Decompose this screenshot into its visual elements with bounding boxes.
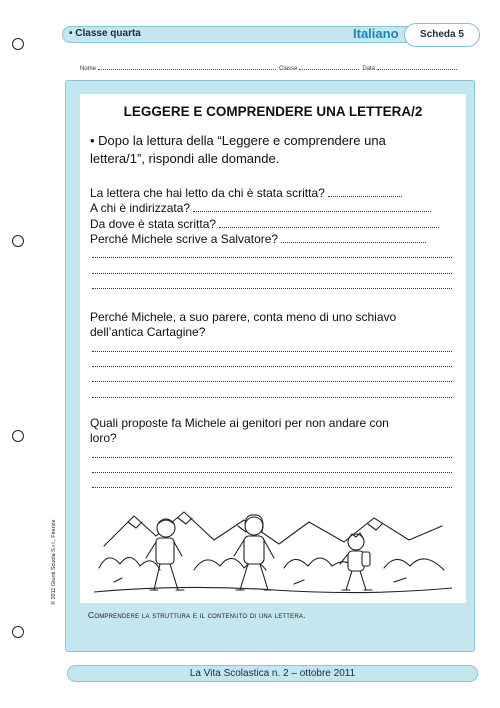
date-field[interactable]	[377, 64, 457, 70]
answer-field[interactable]	[219, 217, 439, 228]
binder-hole	[12, 38, 24, 50]
worksheet-title: LEGGERE E COMPRENDERE UNA LETTERA/2	[123, 104, 423, 119]
question-4	[90, 232, 460, 247]
question-text: La lettera che hai letto da chi è stata scritta?	[90, 186, 325, 200]
questions-group-1	[90, 186, 460, 293]
answer-line[interactable]	[90, 462, 460, 477]
question-5: Perché Michele, a suo parere, conta meno di uno schiavo	[90, 310, 397, 324]
answer-field[interactable]	[281, 232, 426, 243]
copyright-notice: © 2011 Giunti Scuola S.r.l., Firenze	[51, 519, 57, 605]
instructions	[90, 132, 460, 168]
answer-line[interactable]	[90, 386, 460, 401]
student-fields	[80, 64, 476, 72]
hiking-family-illustration	[94, 506, 452, 596]
answer-line[interactable]	[90, 356, 460, 371]
questions-group-2	[90, 310, 460, 402]
binder-hole	[12, 430, 24, 442]
questions-group-3	[90, 416, 460, 492]
question-5-cont: dell’antica Cartagine?	[90, 325, 206, 340]
answer-line[interactable]	[90, 447, 460, 462]
answer-field[interactable]	[193, 201, 431, 212]
question-3	[90, 217, 460, 232]
question-2	[90, 201, 460, 216]
binder-hole	[12, 626, 24, 638]
answer-line[interactable]	[90, 278, 460, 293]
subject-label: Italiano	[353, 26, 399, 41]
question-6: Quali proposte fa Michele ai genitori per non andare con	[90, 416, 389, 430]
header-bar	[62, 26, 478, 43]
class-field[interactable]	[299, 64, 359, 70]
answer-line[interactable]	[90, 262, 460, 277]
answer-line[interactable]	[90, 341, 460, 356]
question-1	[90, 186, 460, 201]
worksheet-content	[80, 94, 466, 603]
answer-line[interactable]	[90, 247, 460, 262]
question-text: Da dove è stata scritta?	[90, 216, 217, 231]
name-field[interactable]	[98, 64, 276, 70]
sheet-badge: Scheda 5	[404, 23, 480, 47]
class-label: • Classe quarta	[69, 28, 141, 39]
learning-objective: Comprendere la struttura e il contenuto di una lettera.	[88, 610, 306, 620]
footer-bar	[67, 665, 478, 682]
instructions-line: • Dopo la lettura della “Leggere e comprendere una	[90, 133, 386, 148]
answer-line[interactable]	[90, 371, 460, 386]
magazine-issue: La Vita Scolastica n. 2 – ottobre 2011	[189, 668, 356, 679]
binder-hole	[12, 235, 24, 247]
question-6-cont: loro?	[90, 431, 117, 446]
class-field-label: Classe	[279, 66, 298, 72]
question-text: A chi è indirizzata?	[90, 201, 191, 216]
instructions-line: lettera/1”, rispondi alle domande.	[90, 151, 280, 166]
question-text: Perché Michele scrive a Salvatore?	[90, 231, 279, 246]
date-label: Data	[362, 66, 376, 72]
answer-line[interactable]	[90, 477, 460, 492]
answer-field[interactable]	[328, 186, 402, 197]
name-label: Nome	[80, 66, 97, 72]
